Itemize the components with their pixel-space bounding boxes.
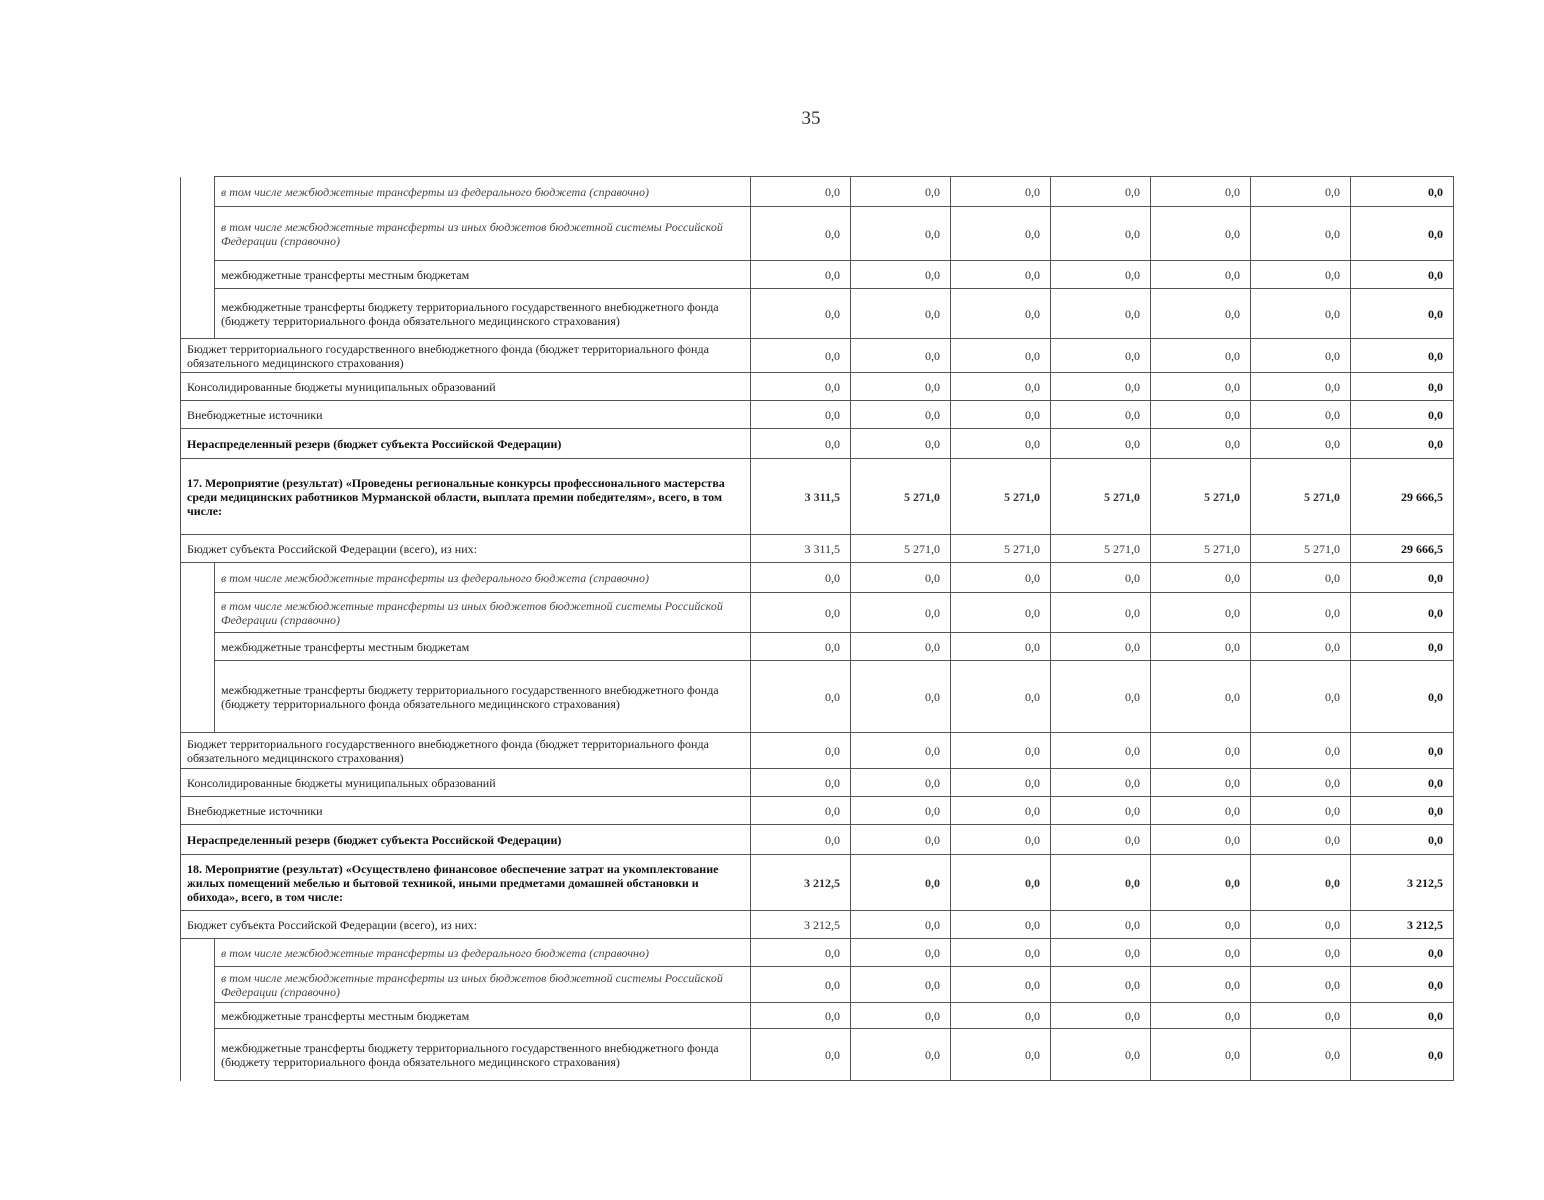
row-year-value: 5 271,0 [851, 535, 951, 563]
row-year-value: 0,0 [951, 429, 1051, 459]
row-year-value: 0,0 [951, 939, 1051, 967]
row-year-value: 0,0 [1251, 733, 1351, 769]
row-label: межбюджетные трансферты бюджету территориального государственного внебюджетного фонда (бюджету территориального фонда обязательного медицинского страхования) [221, 299, 719, 328]
row-year-value: 0,0 [951, 289, 1051, 339]
row-year-value: 0,0 [1251, 429, 1351, 459]
table-row [181, 1003, 1454, 1029]
row-year-value: 0,0 [1251, 289, 1351, 339]
row-year-value: 0,0 [951, 633, 1051, 661]
row-year-value: 0,0 [751, 967, 851, 1003]
row-year-value: 0,0 [1151, 373, 1251, 401]
row-label: Консолидированные бюджеты муниципальных образований [187, 775, 496, 790]
row-label-cell [181, 769, 751, 797]
row-year-value: 3 311,5 [751, 535, 851, 563]
row-year-value: 0,0 [751, 661, 851, 733]
row-year-value: 0,0 [951, 207, 1051, 261]
row-year-value: 0,0 [851, 855, 951, 911]
row-year-value: 0,0 [851, 1003, 951, 1029]
row-year-value: 0,0 [851, 1029, 951, 1081]
row-year-value: 0,0 [951, 339, 1051, 373]
row-year-value: 0,0 [1051, 373, 1151, 401]
row-year-value: 0,0 [751, 825, 851, 855]
row-year-value: 0,0 [1051, 261, 1151, 289]
row-year-value: 0,0 [851, 661, 951, 733]
row-year-value: 0,0 [1051, 633, 1151, 661]
row-year-value: 0,0 [1051, 593, 1151, 633]
row-label-cell [215, 1003, 751, 1029]
row-year-value: 0,0 [1151, 911, 1251, 939]
row-year-value: 0,0 [1251, 261, 1351, 289]
row-year-value: 0,0 [751, 401, 851, 429]
row-year-value: 0,0 [751, 733, 851, 769]
row-year-value: 0,0 [851, 373, 951, 401]
row-total-value: 0,0 [1351, 1029, 1454, 1081]
row-year-value: 0,0 [751, 769, 851, 797]
row-year-value: 0,0 [1251, 661, 1351, 733]
row-year-value: 0,0 [1251, 1029, 1351, 1081]
row-year-value: 0,0 [1251, 855, 1351, 911]
row-year-value: 0,0 [1151, 207, 1251, 261]
row-total-value: 0,0 [1351, 261, 1454, 289]
row-year-value: 0,0 [1051, 825, 1151, 855]
row-label: в том числе межбюджетные трансферты из федерального бюджета (справочно) [221, 184, 649, 199]
indent-cell [181, 593, 215, 633]
row-year-value: 5 271,0 [851, 459, 951, 535]
row-year-value: 0,0 [851, 797, 951, 825]
row-label: межбюджетные трансферты бюджету территориального государственного внебюджетного фонда (бюджету территориального фонда обязательного медицинского страхования) [221, 682, 719, 711]
row-label: Консолидированные бюджеты муниципальных образований [187, 379, 496, 394]
table-row [181, 825, 1454, 855]
row-label-cell [181, 401, 751, 429]
table-row [181, 261, 1454, 289]
row-total-value: 29 666,5 [1351, 535, 1454, 563]
row-year-value: 0,0 [1151, 1029, 1251, 1081]
row-label-cell [181, 373, 751, 401]
row-year-value: 0,0 [951, 661, 1051, 733]
row-label: Внебюджетные источники [187, 803, 323, 818]
row-label: 17. Мероприятие (результат) «Проведены региональные конкурсы профессионального мастерства среди медицинских работников Мурманской области, выплата премии победителям», всего, в том числе: [187, 475, 725, 518]
row-total-value: 0,0 [1351, 339, 1454, 373]
row-year-value: 0,0 [751, 593, 851, 633]
indent-cell [181, 967, 215, 1003]
row-label-cell [215, 633, 751, 661]
row-label: межбюджетные трансферты местным бюджетам [221, 639, 470, 654]
row-year-value: 0,0 [1151, 939, 1251, 967]
row-total-value: 0,0 [1351, 401, 1454, 429]
row-year-value: 0,0 [1151, 967, 1251, 1003]
row-year-value: 0,0 [751, 177, 851, 207]
indent-cell [181, 633, 215, 661]
indent-cell [181, 563, 215, 593]
row-year-value: 0,0 [1251, 207, 1351, 261]
row-total-value: 3 212,5 [1351, 911, 1454, 939]
row-year-value: 0,0 [951, 1029, 1051, 1081]
row-year-value: 5 271,0 [1251, 535, 1351, 563]
row-year-value: 0,0 [1251, 401, 1351, 429]
row-label: Бюджет территориального государственного внебюджетного фонда (бюджет территориального фонда обязательного медицинского страхования) [187, 341, 709, 370]
row-label: межбюджетные трансферты бюджету территориального государственного внебюджетного фонда (бюджету территориального фонда обязательного медицинского страхования) [221, 1040, 719, 1069]
table-row [181, 535, 1454, 563]
row-year-value: 0,0 [1251, 797, 1351, 825]
row-total-value: 0,0 [1351, 661, 1454, 733]
table-row [181, 661, 1454, 733]
row-year-value: 0,0 [1251, 967, 1351, 1003]
row-year-value: 0,0 [851, 339, 951, 373]
row-year-value: 0,0 [1151, 261, 1251, 289]
row-year-value: 0,0 [851, 939, 951, 967]
row-year-value: 0,0 [1251, 825, 1351, 855]
row-year-value: 0,0 [751, 373, 851, 401]
table-row [181, 633, 1454, 661]
row-year-value: 0,0 [1151, 797, 1251, 825]
table-row [181, 429, 1454, 459]
row-label-cell [215, 207, 751, 261]
table-row [181, 593, 1454, 633]
row-year-value: 0,0 [751, 339, 851, 373]
row-total-value: 0,0 [1351, 429, 1454, 459]
row-total-value: 0,0 [1351, 177, 1454, 207]
table-row [181, 563, 1454, 593]
table-row [181, 177, 1454, 207]
row-year-value: 0,0 [851, 733, 951, 769]
row-year-value: 0,0 [1051, 1029, 1151, 1081]
indent-cell [181, 289, 215, 339]
row-label-cell [215, 177, 751, 207]
row-year-value: 0,0 [851, 911, 951, 939]
row-total-value: 29 666,5 [1351, 459, 1454, 535]
row-label-cell [215, 563, 751, 593]
table-row [181, 339, 1454, 373]
row-label-cell [181, 825, 751, 855]
row-year-value: 0,0 [951, 855, 1051, 911]
row-year-value: 0,0 [751, 1029, 851, 1081]
row-label: Нераспределенный резерв (бюджет субъекта Российской Федерации) [187, 436, 562, 451]
row-total-value: 0,0 [1351, 967, 1454, 1003]
row-year-value: 0,0 [1051, 661, 1151, 733]
row-year-value: 0,0 [951, 177, 1051, 207]
row-label: в том числе межбюджетные трансферты из иных бюджетов бюджетной системы Российской Федерации (справочно) [221, 970, 723, 999]
row-year-value: 0,0 [951, 797, 1051, 825]
row-label-cell [181, 459, 751, 535]
row-year-value: 0,0 [1251, 769, 1351, 797]
row-year-value: 0,0 [1251, 939, 1351, 967]
row-total-value: 0,0 [1351, 289, 1454, 339]
table-row [181, 855, 1454, 911]
row-year-value: 0,0 [1151, 177, 1251, 207]
table-row [181, 401, 1454, 429]
row-label-cell [181, 535, 751, 563]
row-year-value: 0,0 [1151, 563, 1251, 593]
row-year-value: 0,0 [1051, 401, 1151, 429]
row-year-value: 0,0 [951, 373, 1051, 401]
table-row [181, 289, 1454, 339]
row-total-value: 0,0 [1351, 733, 1454, 769]
indent-cell [181, 661, 215, 733]
row-year-value: 0,0 [1151, 825, 1251, 855]
row-year-value: 0,0 [751, 1003, 851, 1029]
row-year-value: 0,0 [1251, 633, 1351, 661]
row-year-value: 0,0 [1051, 339, 1151, 373]
row-label: Бюджет субъекта Российской Федерации (всего), из них: [187, 541, 477, 556]
row-label-cell [215, 1029, 751, 1081]
table-row [181, 797, 1454, 825]
row-label: Нераспределенный резерв (бюджет субъекта Российской Федерации) [187, 832, 562, 847]
row-year-value: 0,0 [1051, 769, 1151, 797]
row-year-value: 5 271,0 [1151, 459, 1251, 535]
row-year-value: 0,0 [751, 939, 851, 967]
row-year-value: 0,0 [951, 563, 1051, 593]
row-year-value: 0,0 [1051, 429, 1151, 459]
row-year-value: 0,0 [751, 207, 851, 261]
row-label-cell [215, 289, 751, 339]
row-year-value: 0,0 [851, 207, 951, 261]
row-year-value: 0,0 [1051, 177, 1151, 207]
row-year-value: 0,0 [851, 261, 951, 289]
row-year-value: 0,0 [1151, 289, 1251, 339]
row-total-value: 0,0 [1351, 797, 1454, 825]
row-year-value: 0,0 [951, 911, 1051, 939]
row-year-value: 0,0 [851, 825, 951, 855]
row-total-value: 0,0 [1351, 207, 1454, 261]
row-label: в том числе межбюджетные трансферты из иных бюджетов бюджетной системы Российской Федерации (справочно) [221, 598, 723, 627]
row-year-value: 0,0 [1051, 563, 1151, 593]
row-year-value: 0,0 [1151, 733, 1251, 769]
row-year-value: 0,0 [1151, 1003, 1251, 1029]
row-year-value: 0,0 [751, 261, 851, 289]
table-row [181, 939, 1454, 967]
row-year-value: 0,0 [1051, 733, 1151, 769]
row-year-value: 3 311,5 [751, 459, 851, 535]
row-year-value: 0,0 [1051, 967, 1151, 1003]
row-total-value: 0,0 [1351, 939, 1454, 967]
row-year-value: 0,0 [851, 593, 951, 633]
table-row [181, 733, 1454, 769]
row-label-cell [215, 261, 751, 289]
indent-cell [181, 207, 215, 261]
row-year-value: 0,0 [851, 563, 951, 593]
budget-table-body [181, 177, 1454, 1081]
row-total-value: 0,0 [1351, 563, 1454, 593]
row-year-value: 0,0 [1151, 339, 1251, 373]
row-year-value: 0,0 [851, 177, 951, 207]
page-number: 35 [801, 108, 821, 129]
row-year-value: 0,0 [851, 289, 951, 339]
row-year-value: 5 271,0 [1251, 459, 1351, 535]
row-year-value: 0,0 [851, 967, 951, 1003]
row-total-value: 0,0 [1351, 633, 1454, 661]
row-label-cell [181, 855, 751, 911]
row-year-value: 0,0 [1051, 855, 1151, 911]
budget-table [180, 176, 1454, 1081]
row-year-value: 0,0 [951, 261, 1051, 289]
row-year-value: 0,0 [1051, 207, 1151, 261]
row-year-value: 0,0 [751, 633, 851, 661]
row-year-value: 5 271,0 [1051, 535, 1151, 563]
indent-cell [181, 1003, 215, 1029]
row-label: Бюджет территориального государственного внебюджетного фонда (бюджет территориального фонда обязательного медицинского страхования) [187, 736, 709, 765]
row-year-value: 0,0 [1051, 289, 1151, 339]
row-label: Внебюджетные источники [187, 407, 323, 422]
row-year-value: 0,0 [851, 401, 951, 429]
row-total-value: 0,0 [1351, 1003, 1454, 1029]
row-year-value: 5 271,0 [951, 459, 1051, 535]
row-label: 18. Мероприятие (результат) «Осуществлено финансовое обеспечение затрат на укомплектование жилых помещений мебелью и бытовой техникой, иными предметами домашней обстановки и обихода», всего, в том числе: [187, 861, 719, 904]
row-label-cell [215, 661, 751, 733]
row-year-value: 5 271,0 [951, 535, 1051, 563]
row-year-value: 0,0 [951, 967, 1051, 1003]
row-year-value: 3 212,5 [751, 911, 851, 939]
row-year-value: 0,0 [751, 289, 851, 339]
row-year-value: 0,0 [1251, 177, 1351, 207]
indent-cell [181, 1029, 215, 1081]
row-total-value: 0,0 [1351, 825, 1454, 855]
row-label: в том числе межбюджетные трансферты из федерального бюджета (справочно) [221, 570, 649, 585]
row-year-value: 0,0 [951, 769, 1051, 797]
row-label-cell [181, 733, 751, 769]
row-year-value: 0,0 [851, 769, 951, 797]
row-year-value: 5 271,0 [1151, 535, 1251, 563]
row-label: межбюджетные трансферты местным бюджетам [221, 267, 470, 282]
row-year-value: 0,0 [1151, 633, 1251, 661]
row-year-value: 0,0 [1251, 1003, 1351, 1029]
row-year-value: 0,0 [1151, 429, 1251, 459]
row-year-value: 0,0 [951, 733, 1051, 769]
table-row [181, 459, 1454, 535]
row-year-value: 0,0 [951, 825, 1051, 855]
row-year-value: 3 212,5 [751, 855, 851, 911]
row-label: в том числе межбюджетные трансферты из иных бюджетов бюджетной системы Российской Федерации (справочно) [221, 219, 723, 248]
row-label-cell [181, 797, 751, 825]
table-row [181, 769, 1454, 797]
row-label-cell [181, 429, 751, 459]
row-label-cell [215, 593, 751, 633]
row-year-value: 0,0 [851, 429, 951, 459]
row-year-value: 0,0 [1051, 1003, 1151, 1029]
row-year-value: 0,0 [851, 633, 951, 661]
row-year-value: 0,0 [751, 797, 851, 825]
row-label-cell [181, 339, 751, 373]
row-label: Бюджет субъекта Российской Федерации (всего), из них: [187, 917, 477, 932]
indent-cell [181, 261, 215, 289]
row-year-value: 0,0 [1151, 401, 1251, 429]
indent-cell [181, 177, 215, 207]
row-year-value: 0,0 [1251, 373, 1351, 401]
row-total-value: 0,0 [1351, 593, 1454, 633]
row-label-cell [215, 939, 751, 967]
table-row [181, 207, 1454, 261]
row-year-value: 0,0 [951, 593, 1051, 633]
row-year-value: 0,0 [751, 429, 851, 459]
row-year-value: 0,0 [751, 563, 851, 593]
row-label-cell [215, 967, 751, 1003]
row-year-value: 0,0 [1151, 661, 1251, 733]
row-year-value: 0,0 [1051, 797, 1151, 825]
row-year-value: 0,0 [1051, 939, 1151, 967]
row-year-value: 0,0 [1151, 855, 1251, 911]
row-year-value: 5 271,0 [1051, 459, 1151, 535]
row-total-value: 0,0 [1351, 769, 1454, 797]
row-label: в том числе межбюджетные трансферты из федерального бюджета (справочно) [221, 945, 649, 960]
row-year-value: 0,0 [1051, 911, 1151, 939]
table-row [181, 373, 1454, 401]
row-label: межбюджетные трансферты местным бюджетам [221, 1008, 470, 1023]
row-total-value: 0,0 [1351, 373, 1454, 401]
row-year-value: 0,0 [1251, 339, 1351, 373]
row-year-value: 0,0 [1251, 563, 1351, 593]
row-year-value: 0,0 [1251, 593, 1351, 633]
row-total-value: 3 212,5 [1351, 855, 1454, 911]
row-year-value: 0,0 [951, 1003, 1051, 1029]
table-row [181, 967, 1454, 1003]
row-year-value: 0,0 [1251, 911, 1351, 939]
row-year-value: 0,0 [951, 401, 1051, 429]
row-year-value: 0,0 [1151, 593, 1251, 633]
table-row [181, 1029, 1454, 1081]
row-year-value: 0,0 [1151, 769, 1251, 797]
row-label-cell [181, 911, 751, 939]
indent-cell [181, 939, 215, 967]
table-row [181, 911, 1454, 939]
